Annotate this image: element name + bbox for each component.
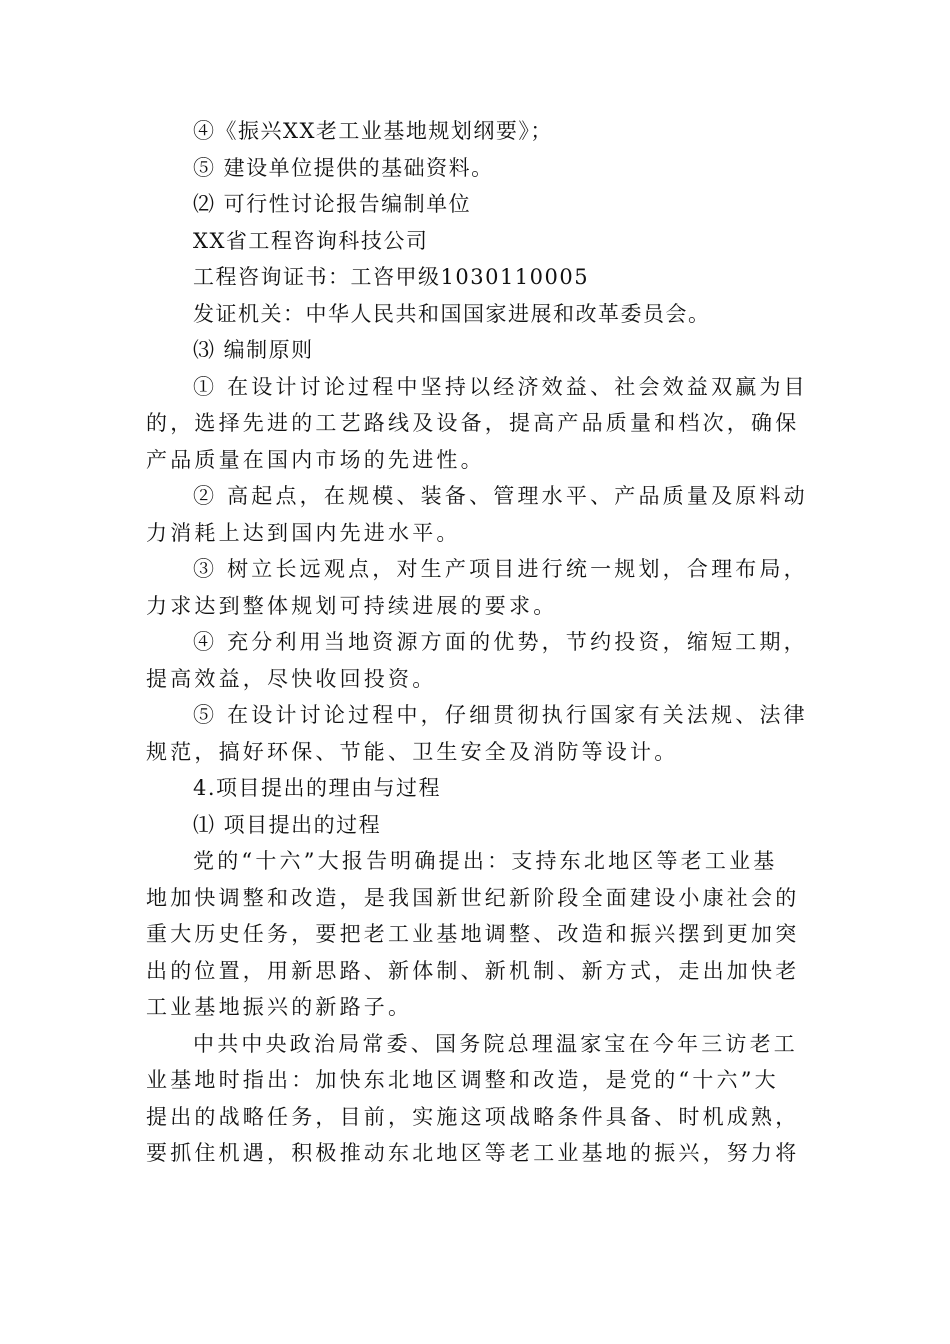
- principle-1: [146, 369, 808, 479]
- text-line: 提高效益，尽快收回投资。: [146, 666, 437, 691]
- text-line: 力求达到整体规划可持续进展的要求。: [146, 593, 558, 618]
- text-line: ② 高起点，在规模、装备、管理水平、产品质量及原料动: [193, 484, 808, 508]
- text-line: ① 在设计讨论过程中坚持以经济效益、社会效益双赢为目: [193, 374, 808, 399]
- compiler-name: XX省工程咨询科技公司: [193, 228, 429, 253]
- text-line: 产品质量在国内市场的先进性。: [146, 447, 485, 472]
- issuing-authority: 发证机关：中华人民共和国国家进展和改革委员会。: [193, 301, 711, 326]
- certificate-number: 工程咨询证书：工咨甲级1030110005: [193, 265, 590, 289]
- text-line: 要抓住机遇，积极推动东北地区等老工业基地的振兴，努力将: [146, 1141, 800, 1165]
- subheading-principles: ⑶ 编制原则: [193, 338, 314, 362]
- text-line: 工业基地振兴的新路子。: [146, 995, 413, 1019]
- text-line: 地加快调整和改造，是我国新世纪新阶段全面建设小康社会的: [146, 885, 800, 910]
- text-line: 出的位置，用新思路、新体制、新机制、新方式，走出加快老: [146, 958, 800, 983]
- text-line: 业基地时指出：加快东北地区调整和改造，是党的“十六”大: [146, 1068, 779, 1092]
- principle-2: [146, 478, 808, 551]
- text-line: 的，选择先进的工艺路线及设备，提高产品质量和档次，确保: [146, 411, 800, 435]
- principle-3: [146, 551, 808, 624]
- subsection-heading: ⑴ 项目提出的过程: [193, 812, 382, 837]
- text-line: 党的“十六”大报告明确提出：支持东北地区等老工业基: [193, 849, 778, 873]
- paragraph-background: [146, 843, 808, 1026]
- text-line: 力消耗上达到国内先进水平。: [146, 520, 461, 545]
- text-line: ③ 树立长远观点，对生产项目进行统一规划，合理布局，: [193, 557, 808, 581]
- principle-4: [146, 624, 808, 697]
- paragraph-premier: [146, 1026, 808, 1172]
- subheading-compiler: ⑵ 可行性讨论报告编制单位: [193, 192, 472, 216]
- text-line: ④ 充分利用当地资源方面的优势，节约投资，缩短工期，: [193, 630, 808, 654]
- text-line: 规范，搞好环保、节能、卫生安全及消防等设计。: [146, 739, 679, 764]
- text-line: 重大历史任务，要把老工业基地调整、改造和振兴摆到更加突: [146, 922, 800, 946]
- reference-item-5: ⑤ 建设单位提供的基础资料。: [193, 155, 494, 180]
- text-line: 提出的战略任务，目前，实施这项战略条件具备、时机成熟，: [146, 1104, 800, 1129]
- text-line: 中共中央政治局常委、国务院总理温家宝在今年三访老工: [193, 1031, 798, 1056]
- reference-item-4: ④《振兴XX老工业基地规划纲要》；: [193, 119, 553, 143]
- text-line: ⑤ 在设计讨论过程中，仔细贯彻执行国家有关法规、法律: [193, 703, 808, 727]
- section-heading: 4.项目提出的理由与过程: [193, 776, 442, 800]
- document-body: [146, 113, 808, 1172]
- principle-5: [146, 697, 808, 770]
